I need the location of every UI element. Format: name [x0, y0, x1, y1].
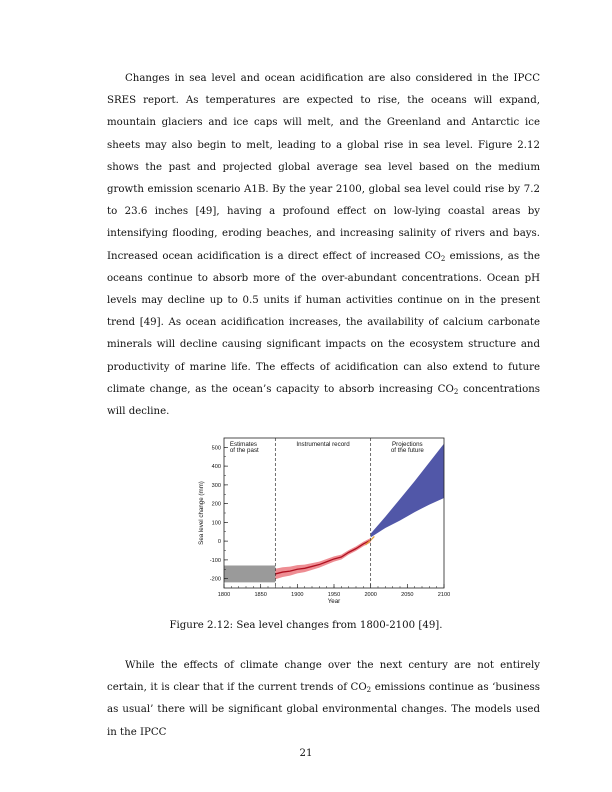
x-tick-label: 2050: [401, 592, 414, 598]
subscript: 2: [366, 686, 372, 695]
paragraph-text: emissions, as the oceans continue to absorb more of the over-abundant concentrations. Ocean pH levels may decline up to 0.5 units if human activities continue on in the present trend [49]. As ocean acidification increases, the availability of calcium carbonate minerals will decline causing significant impacts on the ecosystem structure and productivity of marine life. The effects of acidification can also extend to future climate change, as the ocean’s capacity to absorb increasing CO: [107, 250, 540, 395]
y-tick-label: 200: [211, 501, 221, 508]
series-band-0: [224, 566, 275, 583]
subscript: 2: [453, 387, 459, 396]
x-tick-label: 1800: [217, 592, 231, 598]
y-tick-label: 300: [211, 482, 221, 489]
y-tick-label: -200: [209, 576, 221, 583]
annotation-projections: Projections: [392, 441, 423, 448]
paragraph-text: Changes in sea level and ocean acidification are also considered in the IPCC SRES report. As temperatures are expected to rise, the oceans will expand, mountain glaciers and ice caps will melt, and the Greenland and Antarctic ice sheets may also begin to melt, leading to a global rise in sea level. Figure 2.12 shows the past and projected global average sea level based on the medium growth emission scenario A1B. By the year 2100, global sea level could rise by 7.2 to 23.6 inches [49], having a profound effect on low-lying coastal areas by intensifying flooding, eroding beaches, and increasing salinity of rivers and bays. Increased ocean acidification is a direct effect of increased CO: [107, 73, 540, 262]
x-tick-label: 2000: [364, 592, 377, 598]
x-tick-label: 1900: [291, 592, 304, 598]
annotation-instrumental: Instrumental record: [296, 441, 350, 448]
paragraph-text: concentrations will decline.: [107, 383, 540, 418]
body-paragraph-1: [107, 68, 540, 423]
series-band-1: [275, 538, 370, 579]
x-tick-label: 2100: [437, 592, 451, 598]
sea-level-figure: [192, 432, 454, 610]
subscript: 2: [440, 254, 446, 263]
paragraph-text: While the effects of climate change over the next century are not entirely certain, it is clear that if the current trends of CO: [107, 660, 540, 694]
y-axis-label: Sea level change (mm): [198, 481, 205, 545]
annotation-past: Estimates: [229, 441, 258, 448]
body-paragraph-2: [107, 655, 540, 744]
sea-level-chart: [192, 432, 454, 610]
y-tick-label: 100: [211, 520, 221, 527]
y-tick-label: 500: [211, 445, 221, 452]
figure-caption: Figure 2.12: Sea level changes from 1800-2100 [49].: [169, 620, 443, 631]
x-axis-label: Year: [327, 598, 341, 605]
series-band-3: [371, 444, 444, 538]
paragraph-text: emissions continue as ‘business as usual’ there will be significant global environmental changes. The models used in the IPCC: [107, 682, 540, 738]
x-tick-label: 1950: [327, 592, 341, 598]
annotation-past: of the past: [229, 447, 259, 454]
y-tick-label: -100: [209, 557, 221, 564]
y-tick-label: 400: [211, 464, 221, 471]
x-tick-label: 1850: [254, 592, 267, 598]
y-tick-label: 0: [217, 539, 221, 546]
page-number: 21: [299, 748, 313, 759]
annotation-projections: of the future: [390, 447, 424, 454]
